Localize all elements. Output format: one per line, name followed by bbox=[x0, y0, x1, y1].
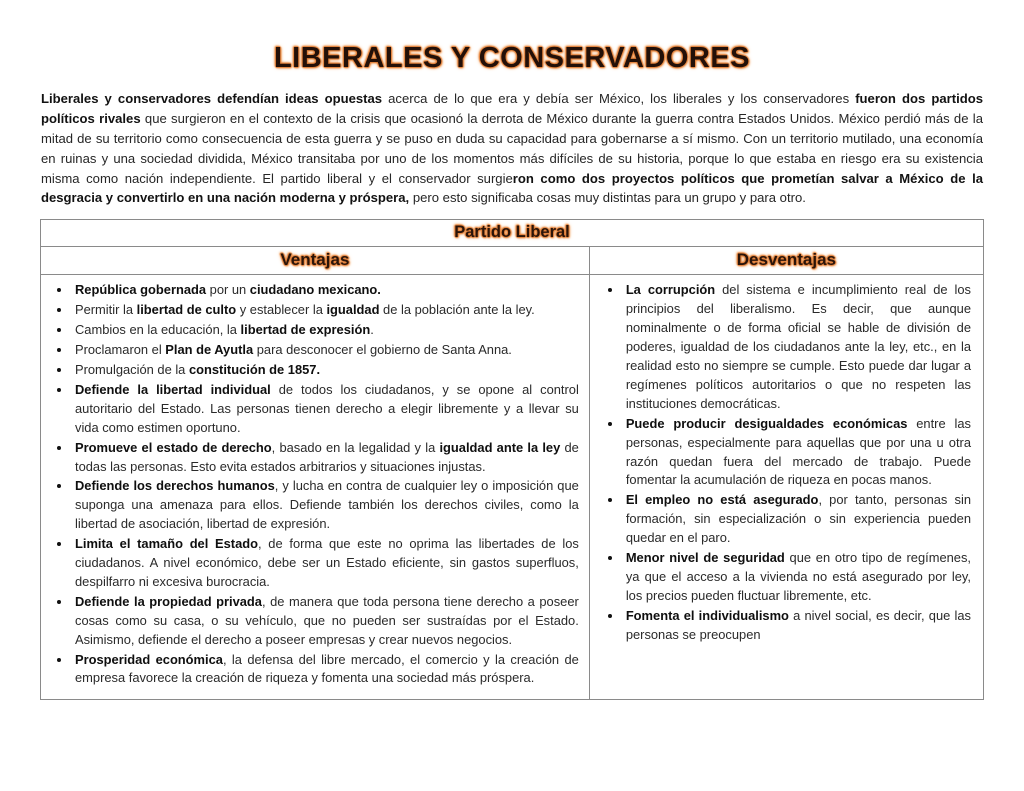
table-header-row bbox=[41, 247, 984, 275]
list-item: Defiende la propiedad privada, de manera que toda persona tiene derecho a poseer cosas como su casa, o su vehículo, que no pueden ser sustraídas por el Estado. Asimismo, defiende el derecho a poseer empresas y crear nuevos negocios. bbox=[75, 593, 579, 650]
list-item: Promulgación de la constitución de 1857. bbox=[75, 361, 579, 380]
list-item: Cambios en la educación, la libertad de expresión. bbox=[75, 321, 579, 340]
table-title-cell bbox=[41, 220, 984, 247]
list-item: Puede producir desigualdades económicas entre las personas, especialmente para aquellas que por una u otra razón quedan fuera del mercado de trabajo. Puede fomentar la acumulación de riqueza en pocas manos. bbox=[626, 415, 971, 491]
comparison-table bbox=[40, 219, 984, 700]
column-header-desventajas bbox=[589, 247, 983, 275]
list-item: Menor nivel de seguridad que en otro tipo de regímenes, ya que el acceso a la vivienda no está asegurado por ley, los precios pueden fluctuar libremente, etc. bbox=[626, 549, 971, 606]
list-item: Limita el tamaño del Estado, de forma que este no oprima las libertades de los ciudadanos. A nivel económico, debe ser un Estado eficiente, sin gastos superfluos, despilfarro ni excesiva burocracia. bbox=[75, 535, 579, 592]
column-header-label: Desventajas bbox=[736, 250, 837, 270]
list-item: Defiende la libertad individual de todos los ciudadanos, y se opone al control autoritario del Estado. Las personas tienen derecho a elegir libremente y a llevar su vida como estimen oportuno. bbox=[75, 381, 579, 438]
list-item: República gobernada por un ciudadano mexicano. bbox=[75, 281, 579, 300]
list-item: Prosperidad económica, la defensa del libre mercado, el comercio y la creación de empresa favorece la creación de riqueza y fomenta una sociedad más próspera. bbox=[75, 651, 579, 689]
table-title: Partido Liberal bbox=[454, 223, 570, 242]
desventajas-list bbox=[596, 281, 971, 644]
list-item: Defiende los derechos humanos, y lucha en contra de cualquier ley o imposición que suponga una amenaza para ellos. Defiende también los derechos civiles, como la libertad de asociación, libertad de expresión. bbox=[75, 477, 579, 534]
column-header-ventajas bbox=[41, 247, 590, 275]
desventajas-cell bbox=[589, 275, 983, 700]
table-body-row bbox=[41, 275, 984, 700]
ventajas-cell bbox=[41, 275, 590, 700]
page-title: LIBERALES Y CONSERVADORES bbox=[273, 42, 751, 74]
list-item: Fomenta el individualismo a nivel social, es decir, que las personas se preocupen bbox=[626, 607, 971, 645]
list-item: Proclamaron el Plan de Ayutla para desconocer el gobierno de Santa Anna. bbox=[75, 341, 579, 360]
list-item: Permitir la libertad de culto y establecer la igualdad de la población ante la ley. bbox=[75, 301, 579, 320]
intro-paragraph: Liberales y conservadores defendían ideas opuestas acerca de lo que era y debía ser México, los liberales y los conservadores fueron dos partidos políticos rivales que surgieron en el contexto de la crisis que ocasionó la derrota de México durante la guerra contra Estados Unidos. México perdió más de la mitad de su territorio como consecuencia de esta guerra y se puso en duda su capacidad para gobernarse a sí mismo. Con un territorio mutilado, una economía en ruinas y una sociedad dividida, México transitaba por uno de los momentos más difíciles de su historia, porque lo que estaba en riesgo era su existencia misma como nación independiente. El partido liberal y el conservador surgieron como dos proyectos políticos que prometían salvar a México de la desgracia y convertirlo en una nación moderna y próspera, pero esto significaba cosas muy distintas para un grupo y para otro. bbox=[41, 91, 983, 206]
table-title-row bbox=[41, 220, 984, 247]
column-header-label: Ventajas bbox=[280, 250, 350, 270]
list-item: Promueve el estado de derecho, basado en la legalidad y la igualdad ante la ley de todas las personas. Esto evita estados arbitrarios y situaciones injustas. bbox=[75, 439, 579, 477]
list-item: El empleo no está asegurado, por tanto, personas sin formación, sin especialización o sin experiencia pueden quedar en el paro. bbox=[626, 491, 971, 548]
ventajas-list bbox=[45, 281, 579, 688]
list-item: La corrupción del sistema e incumplimiento real de los principios del liberalismo. Es decir, que aunque nominalmente o de forma oficial se hable de división de poderes, igualdad de los ciudadanos ante la ley, etc., en la realidad esto no siempre se cumple. Esto puede dar lugar a regímenes políticos autoritarios o que no respeten las instituciones democráticas. bbox=[626, 281, 971, 413]
